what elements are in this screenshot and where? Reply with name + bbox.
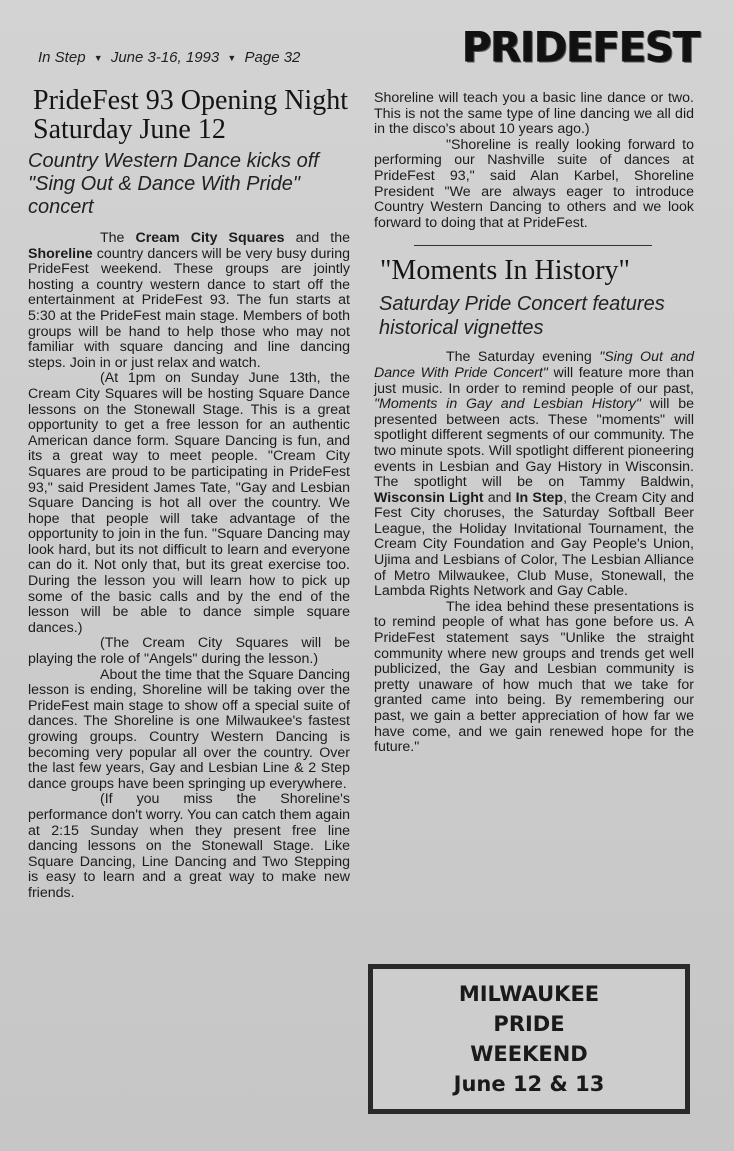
article-subhead: Saturday Pride Concert features historical vignettes xyxy=(379,293,665,340)
paragraph: "Shoreline is really looking forward to performing our Nashville suite of dances at PrideFest 93," said Alan Karbel, Shoreline President "We are always eager to introduce Country Western Dancing to others and we look forward to doing that at PrideFest. xyxy=(374,136,694,231)
pride-weekend-ad xyxy=(368,964,690,1114)
paragraph: (The Cream City Squares will be playing the role of "Angels" during the lesson.) xyxy=(28,635,350,668)
paragraph: The Saturday evening "Sing Out and Dance With Pride Concert" will feature more than just music. In order to remind people of our past, "Moments in Gay and Lesbian History" will be presented between acts. These "moments" will spotlight different segments of our community. The two minute spots. Will spotlight different pioneering events in Lesbian and Gay History in Wisconsin. The spotlight will be on Tammy Baldwin, Wisconsin Light and In Step, the Cream City and Fest City choruses, the Saturday Softball Beer League, the Holiday Invitational Tournament, the Cream City Foundation and Gay People's Union, Ujima and Lesbians of Color, The Lesbian Alliance of Metro Milwaukee, Club Muse, Stonewall, the Lambda Rights Network and Gay Cable. xyxy=(374,349,695,600)
article-continuation xyxy=(374,91,694,231)
publication-name: In Step xyxy=(38,49,86,66)
issue-date: June 3-16, 1993 xyxy=(110,49,220,66)
paragraph: (If you miss the Shoreline's performance don't worry. You can catch them again at 2:15 Sunday when they present free line dancing lessons on the Stonewall Stage. Like Square Dancing, Line Dancing and Two Stepping is easy to learn and a great way to make new friends. xyxy=(28,791,350,901)
article-headline: "Moments In History" xyxy=(380,255,630,287)
paragraph: The idea behind these presentations is to remind people of what has gone before us. A PrideFest statement says "Unlike the straight community where new groups and trends get well publicized, the Gay and Lesbian community is pretty unaware of how much that we take for granted came into being. By remembering our past, we gain a better appreciation of how far we have come, and we gain renewed hope for the future." xyxy=(374,598,694,756)
divider xyxy=(414,245,652,246)
article-body xyxy=(28,231,350,902)
paragraph: The Cream City Squares and the Shoreline country dancers will be very busy during PrideFest weekend. These groups are jointly hosting a country western dance to start off the entertainment at PrideFest 93. The fun starts at 5:30 at the PrideFest main stage. Members of both groups will be hand to help those who may not familiar with square dancing and line dancing steps. Join in or just relax and watch. xyxy=(28,230,351,371)
separator-icon: ▼ xyxy=(93,53,103,64)
separator-icon: ▼ xyxy=(227,53,237,64)
page-number: Page 32 xyxy=(244,49,301,66)
paragraph: About the time that the Square Dancing lesson is ending, Shoreline will be taking over the PrideFest main stage to show off a special suite of dances. The Shoreline is one Milwaukee's fastest growing groups. Country Western Dancing is becoming very popular all over the country. Over the last few years, Gay and Lesbian Line & 2 Step dance groups have been springing up everywhere. xyxy=(28,666,350,792)
article-subhead: Country Western Dance kicks off "Sing Out & Dance With Pride" concert xyxy=(28,150,319,218)
paragraph: Shoreline will teach you a basic line dance or two. This is not the same type of line dancing we all did in the disco's about 10 years ago.) xyxy=(374,90,694,138)
ad-line: PRIDE xyxy=(493,1012,565,1036)
left-column xyxy=(28,86,350,902)
article-headline: PrideFest 93 Opening Night Saturday June 12 xyxy=(33,85,348,145)
article-body xyxy=(374,350,694,755)
pridefest-logo: PRIDEFEST xyxy=(462,23,700,73)
ad-line: WEEKEND xyxy=(470,1042,588,1066)
ad-date: June 12 & 13 xyxy=(453,1072,605,1096)
right-column xyxy=(374,91,694,756)
paragraph: (At 1pm on Sunday June 13th, the Cream City Squares will be hosting Square Dance lessons on the Stonewall Stage. This is a great opportunity to get a free lesson for an authentic American dance form. Square Dancing is fun, and its a great way to meet people. "Cream City Squares are proud to be participating in PrideFest 93," said President James Tate, "Gay and Lesbian Square Dancing is hot all over the country. We hope that people will take advantage of the opportunity to join in the fun. "Square Dancing may look hard, but its not difficult to learn and everyone can do it. Not only that, but its great exercise too. During the lesson you will learn how to pick up some of the basic calls and by the end of the lesson will be able to dance simple square dances.) xyxy=(28,370,350,636)
ad-line: MILWAUKEE xyxy=(458,982,600,1006)
page-header xyxy=(38,49,300,66)
